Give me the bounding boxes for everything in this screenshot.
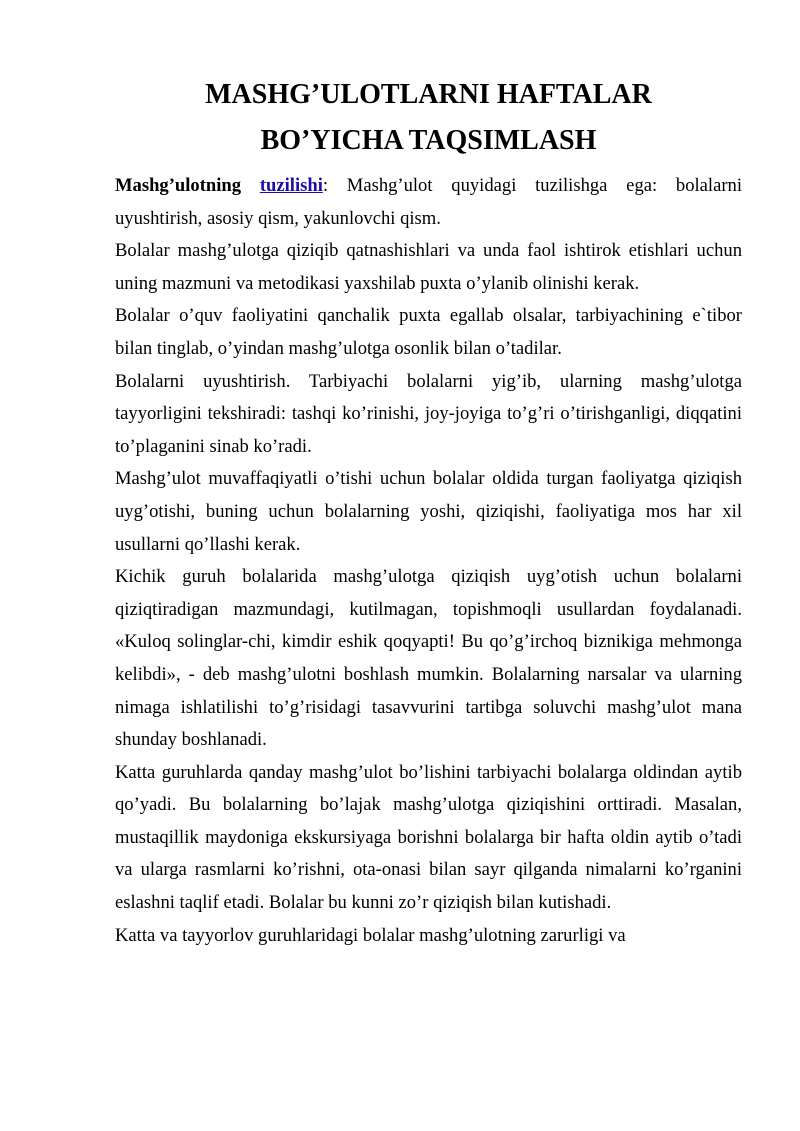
paragraph: Mashg’ulot muvaffaqiyatli o’tishi uchun bolalar oldida turgan faoliyatga qiziqish uyg’otishi, buning uchun bolalarning yoshi, qiziqishi, faoliyatiga mos har xil usullarni qo’llashi kerak. — [115, 468, 742, 555]
paragraph: Kichik guruh bolalarida mashg’ulotga qiziqish uyg’otish uchun bolalarni qiziqtiradigan mazmundagi, kutilmagan, topishmoqli usullardan foydalanadi. «Kuloq solinglar-chi, kimdir eshik qoqyapti! Bu qo’g’irchoq biznikiga mehmonga kelibdi», - deb mashg’ulotni boshlash mumkin. Bolalarning narsalar va ularning nimaga ishlatilishi to’g’risidagi tasavvurini tartibga soluvchi mashg’ulot mana shunday boshlanadi. — [115, 566, 742, 751]
tuzilishi-link[interactable]: tuzilishi — [259, 175, 323, 196]
intro-lead: Mashg’ulotning — [115, 175, 260, 196]
title-line-1: MASHG’ULOTLARNI HAFTALAR — [205, 79, 652, 110]
title-line-2: BO’YICHA TAQSIMLASH — [260, 125, 597, 156]
intro-rest: : Mashg’ulot quyidagi tuzilishga ega: bolalarni uyushtirish, asosiy qism, yakunlovchi qism. — [115, 175, 743, 229]
paragraph: Bolalar mashg’ulotga qiziqib qatnashishlari va unda faol ishtirok etishlari uchun uning mazmuni va metodikasi yaxshilab puxta o’ylanib olinishi kerak. — [115, 240, 742, 294]
document-page — [115, 72, 742, 952]
paragraph: Bolalarni uyushtirish. Tarbiyachi bolalarni yig’ib, ularning mashg’ulotga tayyorligini tekshiradi: tashqi ko’rinishi, joy-joyiga to’g’ri o’tirishganligi, diqqatini to’plaganini sinab ko’radi. — [115, 370, 742, 457]
intro-paragraph — [115, 170, 742, 235]
paragraph: Katta va tayyorlov guruhlaridagi bolalar mashg’ulotning zarurligi va — [115, 924, 626, 946]
paragraph: Bolalar o’quv faoliyatini qanchalik puxta egallab olsalar, tarbiyachining e`tibor bilan tinglab, o’yindan mashg’ulotga osonlik bilan o’tadilar. — [115, 305, 742, 359]
paragraph: Katta guruhlarda qanday mashg’ulot bo’lishini tarbiyachi bolalarga oldindan aytib qo’yadi. Bu bolalarning bo’lajak mashg’ulotga qiziqishini orttiradi. Masalan, mustaqillik maydoniga ekskursiyaga borishni bolalarga bir hafta oldin aytib o’tadi va ularga rasmlarni ko’rishni, ota-onasi bilan sayr qilganda nimalarni ko’rganini eslashni taqlif etadi. Bolalar bu kunni zo’r qiziqish bilan kutishadi. — [115, 761, 742, 914]
document-title — [115, 72, 742, 164]
